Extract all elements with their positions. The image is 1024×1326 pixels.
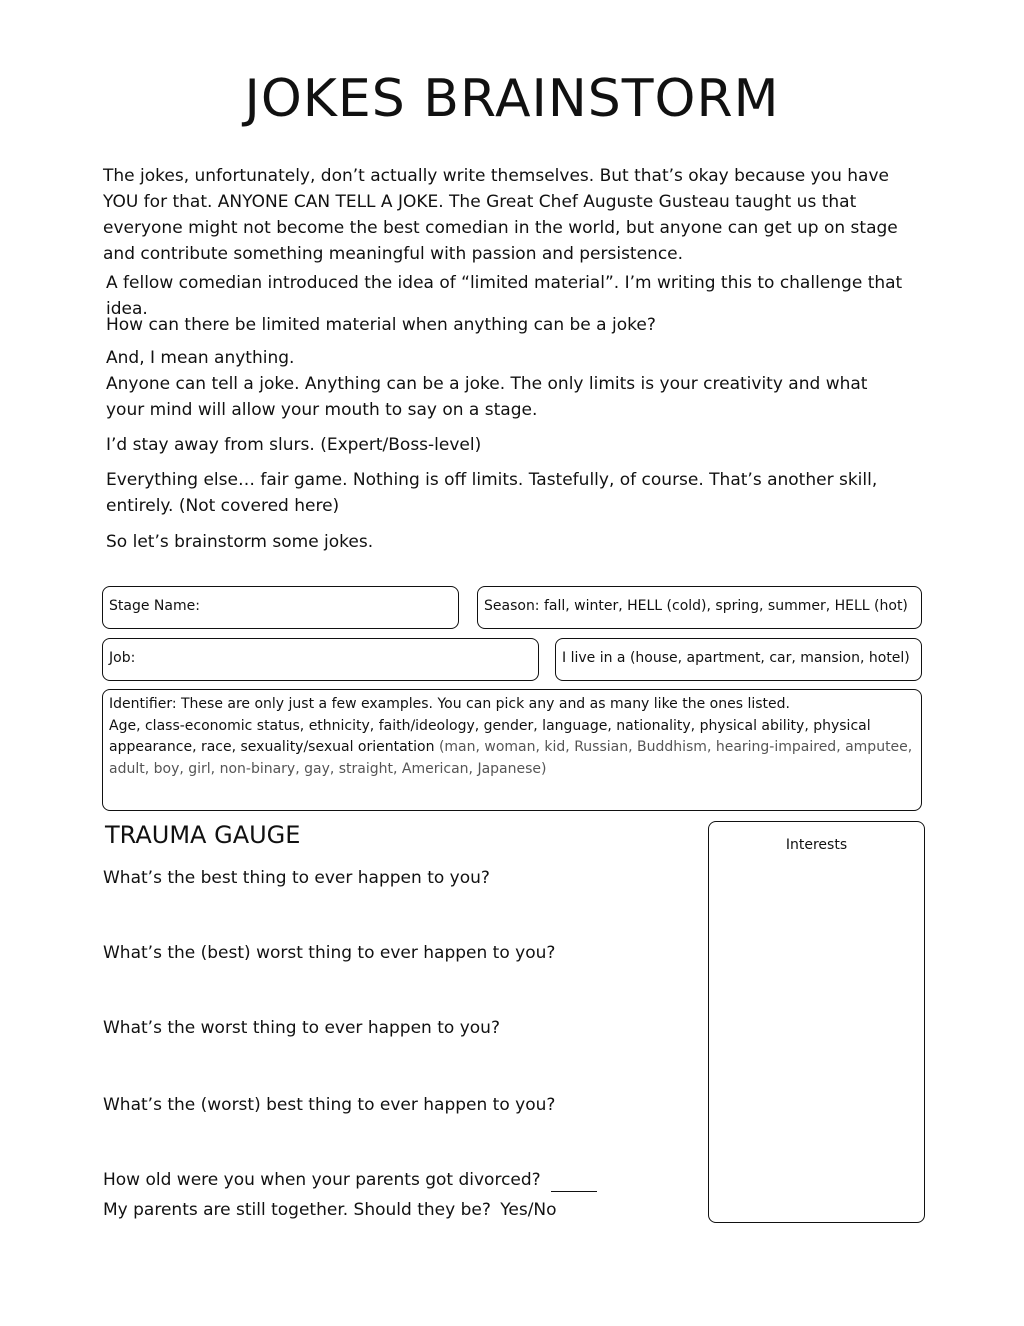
trauma-question-2: What’s the (best) worst thing to ever happen to you?: [103, 943, 556, 963]
intro-paragraph-4: And, I mean anything.: [106, 348, 295, 368]
intro-paragraph-6: I’d stay away from slurs. (Expert/Boss-level): [106, 435, 482, 455]
trauma-question-4: What’s the (worst) best thing to ever happen to you?: [103, 1095, 556, 1115]
page-title: JOKES BRAINSTORM: [244, 69, 780, 129]
live-in-label: I live in a (house, apartment, car, mansion, hotel): [562, 650, 910, 666]
season-field[interactable]: [477, 586, 922, 629]
identifier-category-list: Age, class-economic status, ethnicity, faith/ideology, gender, language, nationality, physical ability, physical appearance, race, sexuality/sexual orientation: [109, 717, 871, 755]
intro-paragraph-1: The jokes, unfortunately, don’t actually write themselves. But that’s okay because you have YOU for that. ANYONE CAN TELL A JOKE. The Great Chef Auguste Gusteau taught us that everyone might not become the best comedian in the world, but anyone can get up on stage and contribute something meaningful with passion and persistence.: [103, 166, 898, 264]
job-label: Job:: [109, 650, 136, 666]
intro-paragraph-2: A fellow comedian introduced the idea of “limited material”. I’m writing this to challenge that idea.: [106, 273, 903, 319]
stage-name-field[interactable]: [102, 586, 459, 629]
season-label: Season: fall, winter, HELL (cold), spring, summer, HELL (hot): [484, 598, 908, 614]
trauma-question-3: What’s the worst thing to ever happen to you?: [103, 1018, 500, 1038]
intro-paragraph-3: How can there be limited material when anything can be a joke?: [106, 315, 656, 335]
trauma-question-5-row: [103, 1168, 597, 1192]
identifier-categories: [109, 716, 915, 781]
trauma-question-6-row: [103, 1198, 557, 1222]
interests-box[interactable]: [708, 821, 925, 1223]
interests-label: Interests: [785, 837, 848, 853]
job-field[interactable]: [102, 638, 539, 681]
yes-no-answer[interactable]: Yes/No: [500, 1200, 557, 1220]
intro-paragraph-7: Everything else… fair game. Nothing is off limits. Tastefully, of course. That’s another skill, entirely. (Not covered here): [106, 470, 878, 516]
identifier-field[interactable]: [102, 689, 922, 811]
intro-paragraph-5: Anyone can tell a joke. Anything can be a joke. The only limits is your creativity and what your mind will allow your mouth to say on a stage.: [106, 374, 868, 420]
stage-name-label: Stage Name:: [109, 598, 200, 614]
divorce-age-blank[interactable]: [551, 1169, 597, 1192]
trauma-question-1: What’s the best thing to ever happen to you?: [103, 868, 490, 888]
trauma-question-5: How old were you when your parents got divorced?: [103, 1170, 541, 1190]
trauma-gauge-heading: TRAUMA GAUGE: [105, 821, 301, 849]
identifier-examples: (man, woman, kid, Russian, Buddhism, hearing-impaired, amputee, adult, boy, girl, non-binary, gay, straight, American, Japanese): [109, 739, 913, 777]
live-in-field[interactable]: [555, 638, 922, 681]
intro-paragraph-8: So let’s brainstorm some jokes.: [106, 532, 374, 552]
trauma-question-6: My parents are still together. Should they be?: [103, 1200, 491, 1220]
identifier-instructions: Identifier: These are only just a few examples. You can pick any and as many like the ones listed.: [109, 696, 790, 712]
